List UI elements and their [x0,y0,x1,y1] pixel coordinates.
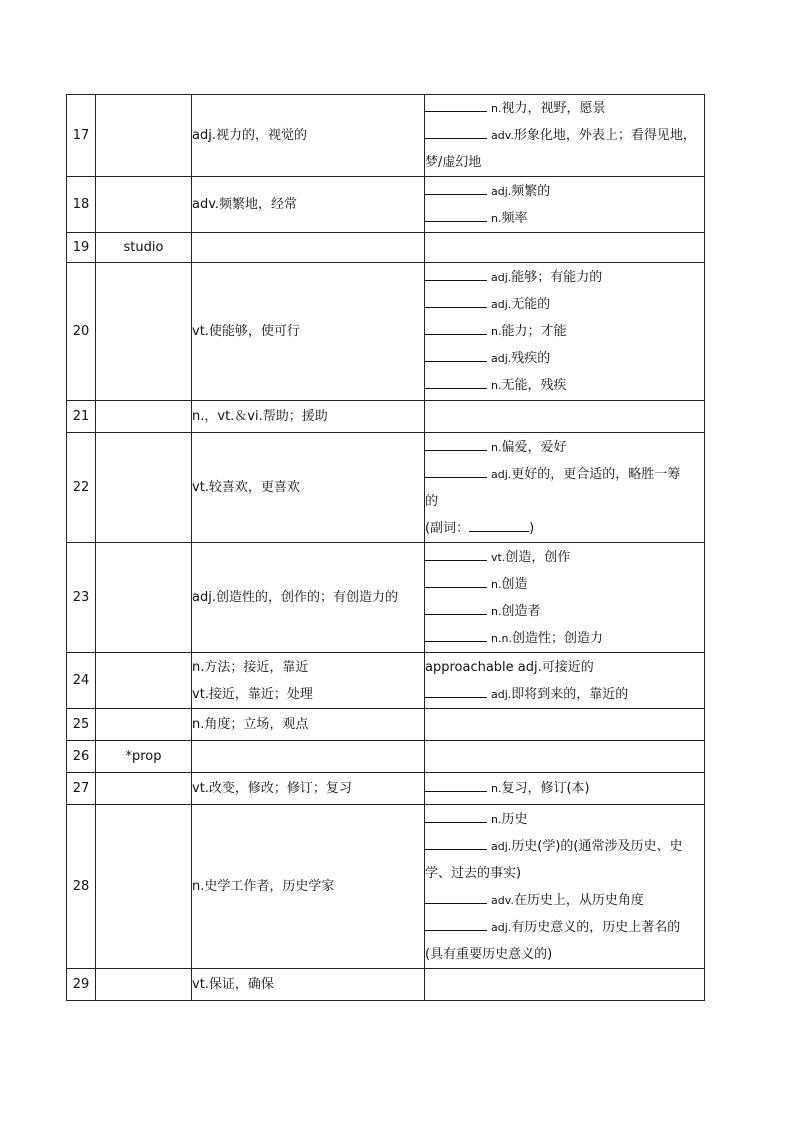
related-forms-cell [425,233,705,263]
meaning-cell [192,805,425,969]
part-of-speech: n.n. [491,631,512,645]
related-form-text: 形象化地，外表上；看得见地， [513,128,696,143]
part-of-speech: adj. [491,839,512,853]
related-forms-cell [425,177,705,233]
vocabulary-table-body [67,95,705,1001]
related-forms-cell [425,95,705,177]
related-form-line [425,860,704,887]
meaning-text: n.，vt.＆vi.帮助；援助 [192,409,328,424]
related-form-text: 能够；有能力的 [511,270,603,285]
related-form-line [425,544,704,571]
related-forms-cell [425,969,705,1001]
related-form-line [425,625,704,652]
related-form-line [425,806,704,833]
part-of-speech: n. [491,325,502,338]
related-forms-cell [425,653,705,709]
related-form-text: 在历史上，从历史角度 [513,892,644,908]
meaning-text: vt.改变，修改；修订；复习 [192,781,352,796]
row-number: 19 [67,233,96,263]
table-row [67,653,705,709]
related-form-line [425,654,704,681]
row-number: 18 [67,177,96,233]
related-form-text: 有历史意义的，历史上著名的 [511,919,681,935]
word-cell [96,969,192,1001]
meaning-text: n.角度；立场，观点 [192,717,309,732]
related-form-line [425,178,704,205]
table-row [67,233,705,263]
related-form-text: 历史 [501,811,528,827]
related-form-text: 学、过去的事实) [425,865,522,881]
row-number: 21 [67,401,96,433]
table-row [67,401,705,433]
word-cell [96,709,192,741]
fill-in-blank[interactable] [425,547,487,561]
word-cell [96,653,192,709]
related-forms-cell [425,773,705,805]
word-cell [96,805,192,969]
related-form-line [425,122,704,149]
related-forms-cell [425,263,705,401]
related-form-line [425,461,704,488]
related-forms-cell [425,805,705,969]
fill-in-blank[interactable] [425,348,487,362]
part-of-speech: adv. [491,129,514,142]
fill-in-blank[interactable] [425,375,487,389]
word-cell [96,773,192,805]
meaning-text: adj.创造性的，创作的；有创造力的 [192,590,398,605]
fill-in-blank[interactable] [425,836,487,850]
related-form-line [425,95,704,122]
word-cell [96,401,192,433]
related-form-line [425,488,704,515]
related-form-line [425,833,704,860]
related-form-text: 创造性；创造力 [511,630,603,646]
meaning-cell [192,969,425,1001]
adverb-note-suffix: ) [529,520,535,536]
table-row [67,773,705,805]
fill-in-blank[interactable] [425,684,487,698]
related-form-line [425,291,704,318]
part-of-speech: n. [491,102,502,115]
fill-in-blank[interactable] [425,125,487,139]
row-number: 26 [67,741,96,773]
related-forms-cell [425,401,705,433]
related-form-text: approachable adj.可接近的 [425,659,594,675]
related-form-text: 创造 [501,576,528,592]
related-form-text: 残疾的 [511,351,551,366]
table-row [67,805,705,969]
meaning-cell [192,263,425,401]
fill-in-blank[interactable] [469,518,529,532]
meaning-text: vt.接近，靠近；处理 [192,686,313,702]
related-form-line [425,941,704,968]
meaning-text: vt.保证，确保 [192,977,274,992]
fill-in-blank[interactable] [425,267,487,281]
related-form-line [425,318,704,345]
adverb-note [425,515,704,542]
fill-in-blank[interactable] [425,437,487,451]
word-cell [96,95,192,177]
word-cell [96,543,192,653]
word-cell: *prop [96,741,192,773]
related-forms-cell [425,543,705,653]
related-form-text: 频率 [501,210,528,226]
fill-in-blank[interactable] [425,601,487,615]
meaning-cell [192,95,425,177]
related-form-text: 历史(学)的(通常涉及历史、史 [511,838,683,854]
row-number: 17 [67,95,96,177]
meaning-text: n.史学工作者，历史学家 [192,879,335,894]
related-form-text: (具有重要历史意义的) [425,946,553,962]
related-form-text: 梦/虚幻地 [425,155,482,170]
related-form-line [425,598,704,625]
vocabulary-table [66,94,705,1001]
related-form-line [425,571,704,598]
adverb-note-prefix: (副词： [425,520,470,536]
related-form-line [425,434,704,461]
related-form-text: 频繁的 [511,183,551,199]
table-row [67,543,705,653]
related-form-line [425,372,704,399]
part-of-speech: adj. [491,298,512,311]
table-row [67,433,705,543]
related-form-text: 创造，创作 [505,549,571,565]
part-of-speech: adj. [491,271,512,284]
related-form-text: 无能，残疾 [501,378,567,393]
part-of-speech: n. [491,604,502,618]
meaning-cell [192,177,425,233]
part-of-speech: adj. [491,467,512,481]
related-form-line [425,345,704,372]
table-row [67,969,705,1001]
word-cell [96,433,192,543]
word-cell [96,177,192,233]
fill-in-blank[interactable] [425,809,487,823]
row-number: 25 [67,709,96,741]
word-cell: studio [96,233,192,263]
related-form-line [425,887,704,914]
meaning-cell [192,741,425,773]
meaning-text: adj.视力的，视觉的 [192,128,307,143]
table-row [67,709,705,741]
fill-in-blank[interactable] [425,890,487,904]
part-of-speech: adj. [491,184,512,198]
related-form-line [425,205,704,232]
fill-in-blank[interactable] [425,464,487,478]
meaning-cell [192,233,425,263]
part-of-speech: n. [491,440,502,454]
fill-in-blank[interactable] [425,778,487,792]
fill-in-blank[interactable] [425,321,487,335]
row-number: 24 [67,653,96,709]
fill-in-blank[interactable] [425,98,487,112]
part-of-speech: n. [491,577,502,591]
meaning-text: adv.频繁地，经常 [192,197,298,212]
row-number: 23 [67,543,96,653]
related-form-text: 的 [425,493,439,509]
related-form-text: 创造者 [501,603,541,619]
part-of-speech: n. [491,211,502,225]
meaning-cell [192,709,425,741]
row-number: 22 [67,433,96,543]
fill-in-blank[interactable] [425,294,487,308]
related-forms-cell [425,709,705,741]
row-number: 28 [67,805,96,969]
related-forms-cell [425,741,705,773]
part-of-speech: n. [491,379,502,392]
related-form-text: 偏爱，爱好 [501,439,567,455]
meaning-cell [192,653,425,709]
related-form-text: 即将到来的，靠近的 [511,686,629,702]
meaning-text: vt.使能够，使可行 [192,324,300,339]
row-number: 20 [67,263,96,401]
related-form-text: 视力，视野，愿景 [501,101,606,116]
part-of-speech: adj. [491,352,512,365]
part-of-speech: vt. [491,550,506,564]
meaning-text: n.方法；接近，靠近 [192,659,309,675]
meaning-cell [192,543,425,653]
table-row [67,177,705,233]
related-form-line [425,264,704,291]
fill-in-blank[interactable] [425,628,487,642]
meaning-cell [192,401,425,433]
related-form-line [425,775,704,802]
meaning-cell [192,433,425,543]
related-form-text: 无能的 [511,297,551,312]
related-form-line [425,149,704,176]
part-of-speech: adv. [491,893,514,907]
table-row [67,741,705,773]
related-form-line [425,681,704,708]
fill-in-blank[interactable] [425,208,487,222]
fill-in-blank[interactable] [425,574,487,588]
related-form-text: 复习，修订(本) [501,781,590,796]
related-form-text: 更好的，更合适的，略胜一筹 [511,466,681,482]
row-number: 27 [67,773,96,805]
fill-in-blank[interactable] [425,181,487,195]
meaning-text: vt.较喜欢，更喜欢 [192,480,300,495]
meaning-cell [192,773,425,805]
part-of-speech: adj. [491,687,512,701]
related-form-line [425,914,704,941]
part-of-speech: adj. [491,920,512,934]
word-cell [96,263,192,401]
row-number: 29 [67,969,96,1001]
related-form-text: 能力；才能 [501,324,567,339]
fill-in-blank[interactable] [425,917,487,931]
table-row [67,263,705,401]
related-forms-cell [425,433,705,543]
part-of-speech: n. [491,782,502,795]
part-of-speech: n. [491,812,502,826]
table-row [67,95,705,177]
